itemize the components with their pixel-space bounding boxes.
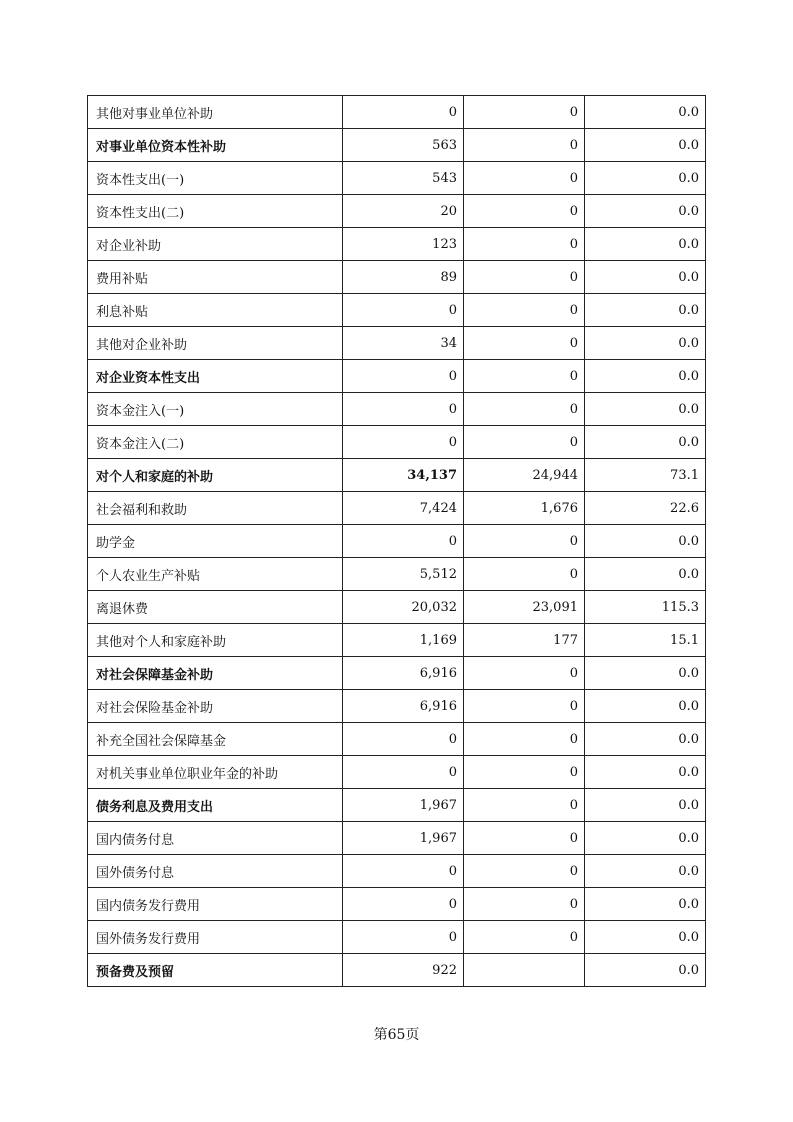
row-value-2: 0	[464, 129, 585, 162]
row-value-2: 0	[464, 360, 585, 393]
row-value-3: 0.0	[585, 954, 706, 987]
row-label: 对事业单位资本性补助	[88, 129, 343, 162]
row-value-1: 0	[343, 294, 464, 327]
row-label: 对企业补助	[88, 228, 343, 261]
table-row	[88, 228, 706, 261]
row-value-1: 1,967	[343, 789, 464, 822]
row-label: 其他对企业补助	[88, 327, 343, 360]
row-label: 债务利息及费用支出	[88, 789, 343, 822]
table-row	[88, 921, 706, 954]
row-value-3: 0.0	[585, 789, 706, 822]
row-value-1: 89	[343, 261, 464, 294]
table-row	[88, 96, 706, 129]
row-value-1: 0	[343, 921, 464, 954]
row-value-2: 0	[464, 558, 585, 591]
row-label: 利息补贴	[88, 294, 343, 327]
row-value-3: 0.0	[585, 855, 706, 888]
row-value-3: 0.0	[585, 657, 706, 690]
row-value-1: 1,169	[343, 624, 464, 657]
table-row	[88, 558, 706, 591]
table-row	[88, 756, 706, 789]
row-label: 国内债务发行费用	[88, 888, 343, 921]
row-label: 国外债务发行费用	[88, 921, 343, 954]
row-value-2: 0	[464, 525, 585, 558]
row-value-1: 0	[343, 723, 464, 756]
table-row	[88, 459, 706, 492]
row-value-3: 0.0	[585, 162, 706, 195]
row-value-2: 0	[464, 657, 585, 690]
row-label: 资本性支出(一)	[88, 162, 343, 195]
row-value-3: 22.6	[585, 492, 706, 525]
row-label: 离退休费	[88, 591, 343, 624]
row-value-2: 0	[464, 921, 585, 954]
row-value-1: 543	[343, 162, 464, 195]
row-label: 资本金注入(二)	[88, 426, 343, 459]
row-value-2: 0	[464, 162, 585, 195]
row-value-1: 6,916	[343, 657, 464, 690]
page-number: 第65页	[373, 1027, 420, 1043]
row-value-1: 0	[343, 525, 464, 558]
table-row	[88, 129, 706, 162]
row-value-3: 0.0	[585, 294, 706, 327]
row-value-3: 73.1	[585, 459, 706, 492]
table-row	[88, 690, 706, 723]
row-label: 国外债务付息	[88, 855, 343, 888]
row-value-3: 0.0	[585, 822, 706, 855]
budget-table-body	[88, 96, 706, 987]
row-value-2: 0	[464, 789, 585, 822]
table-row	[88, 195, 706, 228]
row-value-3: 0.0	[585, 327, 706, 360]
row-value-2: 0	[464, 723, 585, 756]
row-label: 社会福利和救助	[88, 492, 343, 525]
row-value-2	[464, 954, 585, 987]
row-value-1: 0	[343, 360, 464, 393]
row-value-3: 0.0	[585, 690, 706, 723]
row-label: 其他对个人和家庭补助	[88, 624, 343, 657]
table-row	[88, 525, 706, 558]
table-row	[88, 789, 706, 822]
row-value-1: 0	[343, 888, 464, 921]
row-value-2: 0	[464, 327, 585, 360]
table-row	[88, 294, 706, 327]
row-value-1: 922	[343, 954, 464, 987]
row-value-3: 0.0	[585, 525, 706, 558]
row-label: 费用补贴	[88, 261, 343, 294]
row-value-1: 563	[343, 129, 464, 162]
row-value-3: 0.0	[585, 129, 706, 162]
row-value-2: 0	[464, 756, 585, 789]
row-value-2: 0	[464, 426, 585, 459]
table-row	[88, 327, 706, 360]
row-label: 预备费及预留	[88, 954, 343, 987]
row-value-3: 0.0	[585, 261, 706, 294]
row-label: 对机关事业单位职业年金的补助	[88, 756, 343, 789]
row-value-3: 0.0	[585, 393, 706, 426]
row-value-2: 24,944	[464, 459, 585, 492]
table-row	[88, 723, 706, 756]
row-value-1: 20	[343, 195, 464, 228]
row-value-1: 0	[343, 756, 464, 789]
row-value-2: 1,676	[464, 492, 585, 525]
row-value-2: 0	[464, 195, 585, 228]
table-row	[88, 162, 706, 195]
table-row	[88, 360, 706, 393]
table-row	[88, 591, 706, 624]
row-value-1: 6,916	[343, 690, 464, 723]
row-value-1: 0	[343, 426, 464, 459]
row-value-2: 0	[464, 228, 585, 261]
row-value-2: 0	[464, 855, 585, 888]
row-value-2: 0	[464, 96, 585, 129]
row-value-3: 0.0	[585, 360, 706, 393]
row-label: 补充全国社会保障基金	[88, 723, 343, 756]
table-row	[88, 888, 706, 921]
row-value-1: 0	[343, 855, 464, 888]
table-row	[88, 261, 706, 294]
row-value-2: 0	[464, 393, 585, 426]
row-value-3: 0.0	[585, 426, 706, 459]
row-value-3: 0.0	[585, 228, 706, 261]
row-value-1: 5,512	[343, 558, 464, 591]
row-label: 国内债务付息	[88, 822, 343, 855]
row-value-3: 0.0	[585, 723, 706, 756]
table-row	[88, 393, 706, 426]
table-row	[88, 624, 706, 657]
row-value-1: 7,424	[343, 492, 464, 525]
row-value-3: 0.0	[585, 921, 706, 954]
row-value-1: 20,032	[343, 591, 464, 624]
row-value-3: 0.0	[585, 756, 706, 789]
row-value-2: 0	[464, 690, 585, 723]
row-value-1: 0	[343, 393, 464, 426]
row-value-2: 0	[464, 294, 585, 327]
row-value-2: 0	[464, 888, 585, 921]
row-value-2: 0	[464, 261, 585, 294]
row-value-3: 0.0	[585, 558, 706, 591]
table-row	[88, 492, 706, 525]
table-row	[88, 855, 706, 888]
table-row	[88, 822, 706, 855]
table-row	[88, 657, 706, 690]
row-label: 其他对事业单位补助	[88, 96, 343, 129]
row-label: 资本金注入(一)	[88, 393, 343, 426]
row-label: 对个人和家庭的补助	[88, 459, 343, 492]
table-row	[88, 426, 706, 459]
row-value-3: 15.1	[585, 624, 706, 657]
row-value-3: 0.0	[585, 888, 706, 921]
row-value-1: 1,967	[343, 822, 464, 855]
row-value-3: 115.3	[585, 591, 706, 624]
row-value-3: 0.0	[585, 195, 706, 228]
row-value-2: 177	[464, 624, 585, 657]
row-value-1: 34	[343, 327, 464, 360]
row-label: 资本性支出(二)	[88, 195, 343, 228]
table-row	[88, 954, 706, 987]
row-value-1: 34,137	[343, 459, 464, 492]
row-value-1: 0	[343, 96, 464, 129]
row-label: 个人农业生产补贴	[88, 558, 343, 591]
row-label: 对社会保障基金补助	[88, 657, 343, 690]
row-value-2: 0	[464, 822, 585, 855]
row-value-3: 0.0	[585, 96, 706, 129]
row-label: 对社会保险基金补助	[88, 690, 343, 723]
row-value-2: 23,091	[464, 591, 585, 624]
row-value-1: 123	[343, 228, 464, 261]
row-label: 助学金	[88, 525, 343, 558]
budget-table	[87, 95, 706, 987]
row-label: 对企业资本性支出	[88, 360, 343, 393]
